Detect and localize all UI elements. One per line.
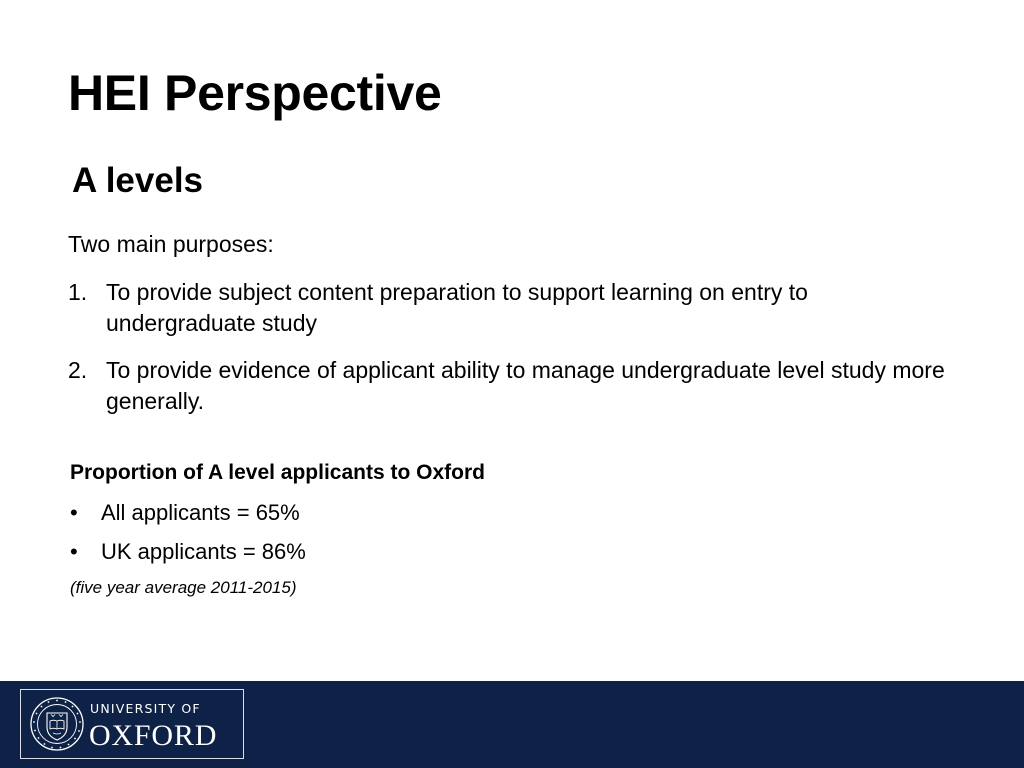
bullet-icon: •	[70, 500, 78, 525]
purpose-item	[68, 355, 948, 417]
slide-title: HEI Perspective	[68, 65, 442, 121]
stat-text: UK applicants = 86%	[101, 539, 306, 564]
purpose-number: 2.	[68, 357, 88, 383]
logo-university-of: UNIVERSITY OF	[90, 701, 201, 716]
purposes-list	[68, 277, 948, 433]
slide-subtitle: A levels	[72, 161, 204, 200]
stats-heading: Proportion of A level applicants to Oxford	[70, 461, 485, 484]
purpose-text: To provide evidence of applicant ability to manage undergraduate level study more generally.	[106, 357, 945, 414]
stat-item	[70, 498, 306, 528]
purpose-text: To provide subject content preparation to support learning on entry to undergraduate study	[106, 279, 808, 336]
stat-item	[70, 537, 306, 567]
footnote: (five year average 2011-2015)	[70, 578, 297, 597]
purpose-number: 1.	[68, 279, 88, 305]
stats-list	[70, 498, 306, 576]
stat-text: All applicants = 65%	[101, 500, 300, 525]
intro-text: Two main purposes:	[68, 231, 274, 257]
university-logo	[20, 689, 244, 759]
bullet-icon: •	[70, 539, 78, 564]
oxford-crest-icon	[29, 695, 85, 753]
purpose-item	[68, 277, 948, 339]
logo-oxford: OXFORD	[89, 719, 218, 752]
footer-bar	[0, 681, 1024, 768]
